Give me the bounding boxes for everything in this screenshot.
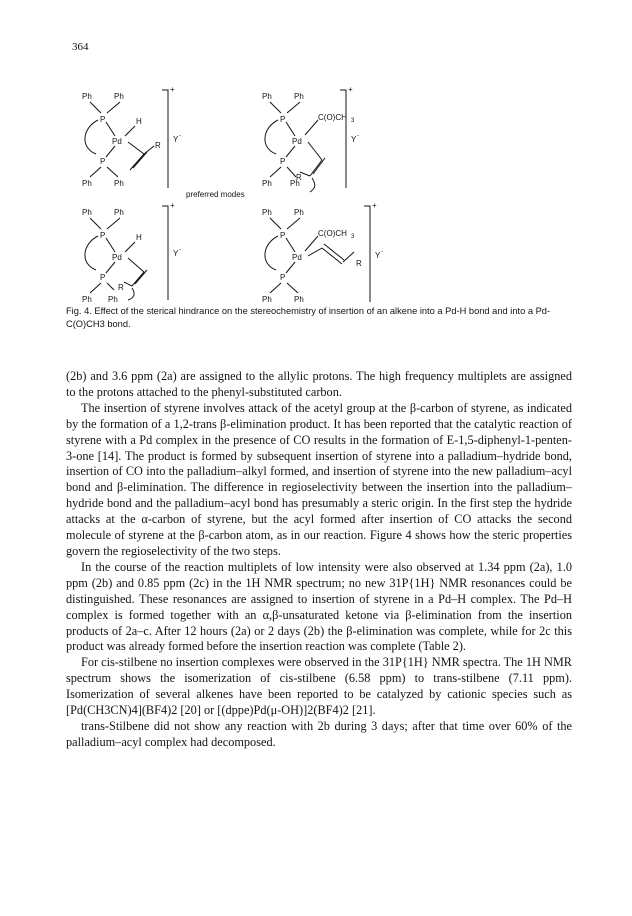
phosphorus-label: P [280,157,286,166]
phosphorus-label: P [280,115,286,124]
phenyl-label: Ph [262,179,272,188]
r-group-label: R [155,141,161,150]
phosphorus-label: P [280,231,286,240]
phenyl-label: Ph [82,92,92,101]
anion-charge: - [179,247,181,253]
counterion-label: Y [173,249,179,258]
phosphorus-label: P [100,231,106,240]
paragraph-1: (2b) and 3.6 ppm (2a) are assigned to the allylic protons. The high frequency multiplets are assigned to the protons attached to the phenyl-substituted carbon. [66,369,572,399]
cation-charge: + [170,85,175,94]
acetyl-subscript: 3 [351,118,355,124]
anion-charge: - [179,133,181,139]
hydride-label: H [136,117,142,126]
phenyl-label: Ph [262,92,272,101]
phenyl-label: Ph [294,208,304,217]
structure-acyl-preferred [262,85,359,192]
preferred-modes-label: preferred modes [186,190,245,199]
structure-hydride-disfavored [82,201,181,304]
acetyl-label: C(O)CH [318,113,347,122]
body-text [66,369,572,751]
phenyl-label: Ph [114,92,124,101]
phenyl-label: Ph [290,179,300,188]
paragraph-2: The insertion of styrene involves attack of the acetyl group at the β-carbon of styrene, as indicated by the formation of a 1,2-trans β-elimination product. It has been reported that the catalytic reaction of styrene with a Pd complex in the presence of CO results in the formation of E-1,5-diphenyl-1-penten-3-one [14]. The product is formed by subsequent insertion of styrene into a palladium–hydride bond, insertion of CO into the palladium–alkyl formed, and insertion of styrene into the new palladium–acyl bond and β-elimination. The difference in regioselectivity between the insertion into the palladium–hydride bond and the palladium–acyl bond has presumably a steric origin. In the first step the hydride attacks at the α-carbon of styrene, but the acyl formed after insertion of CO attacks the second molecule of styrene at the β-carbon atom, as in our reaction. Figure 4 shows how the steric properties govern the regioselectivity of the two steps. [66,400,572,558]
cation-charge: + [372,201,377,210]
figure-caption: Fig. 4. Effect of the sterical hindrance on the stereochemistry of insertion of an alkene into a Pd-H bond and into a Pd-C(O)CH3 bond. [66,306,551,329]
palladium-label: Pd [292,253,302,262]
phenyl-label: Ph [114,208,124,217]
palladium-label: Pd [112,253,122,262]
phenyl-label: Ph [262,295,272,304]
palladium-label: Pd [112,137,122,146]
phenyl-label: Ph [82,208,92,217]
phenyl-label: Ph [114,179,124,188]
counterion-label: Y [173,135,179,144]
r-group-label: R [356,259,362,268]
cation-charge: + [170,201,175,210]
phenyl-label: Ph [82,295,92,304]
hydride-label: H [136,233,142,242]
anion-charge: - [357,133,359,139]
anion-charge: - [381,249,383,255]
r-group-label: R [296,173,302,182]
structure-acyl-disfavored [262,201,383,304]
paragraph-3: In the course of the reaction multiplets of low intensity were also observed at 1.34 ppm (2a), 1.0 ppm (2b) and 0.85 ppm (2c) in the 1H NMR spectrum; no new 31P{1H} NMR resonances could be distinguished. These resonances are assigned to insertion of styrene in a Pd–H complex. The Pd–H complex is formed together with an α,β-unsaturated ketone via β-elimination from the insertion products of 2a–c. After 12 hours (2a) or 2 days (2b) the β-elimination was complete, while for 2c this product was already formed before the insertion reaction was complete (Table 2). [66,559,572,654]
phosphorus-label: P [100,115,106,124]
figure-4-scheme [60,80,560,305]
paragraph-4: For cis-stilbene no insertion complexes were observed in the 31P{1H} NMR spectra. The 1H NMR spectrum shows the isomerization of cis-stilbene (6.58 ppm) to trans-stilbene (7.11 ppm). Isomerization of several alkenes have been reported to be catalyzed by cationic species such as [Pd(CH3CN)4](BF4)2 [20] or [(dppe)Pd(μ-OH)]2(BF4)2 [21]. [66,655,572,718]
acetyl-subscript: 3 [351,234,355,240]
phosphorus-label: P [100,273,106,282]
counterion-label: Y [375,251,381,260]
phenyl-label: Ph [294,295,304,304]
structure-hydride-preferred [82,85,181,188]
paragraph-5: trans-Stilbene did not show any reaction with 2b during 3 days; after that time over 60% of the palladium–acyl complex had decomposed. [66,718,572,749]
counterion-label: Y [351,135,357,144]
phosphorus-label: P [100,157,106,166]
page-number: 364 [72,41,89,53]
palladium-label: Pd [292,137,302,146]
phenyl-label: Ph [262,208,272,217]
phosphorus-label: P [280,273,286,282]
phenyl-label: Ph [294,92,304,101]
r-group-label: R [118,283,124,292]
acetyl-label: C(O)CH [318,229,347,238]
cation-charge: + [348,85,353,94]
phenyl-label: Ph [82,179,92,188]
phenyl-label: Ph [108,295,118,304]
